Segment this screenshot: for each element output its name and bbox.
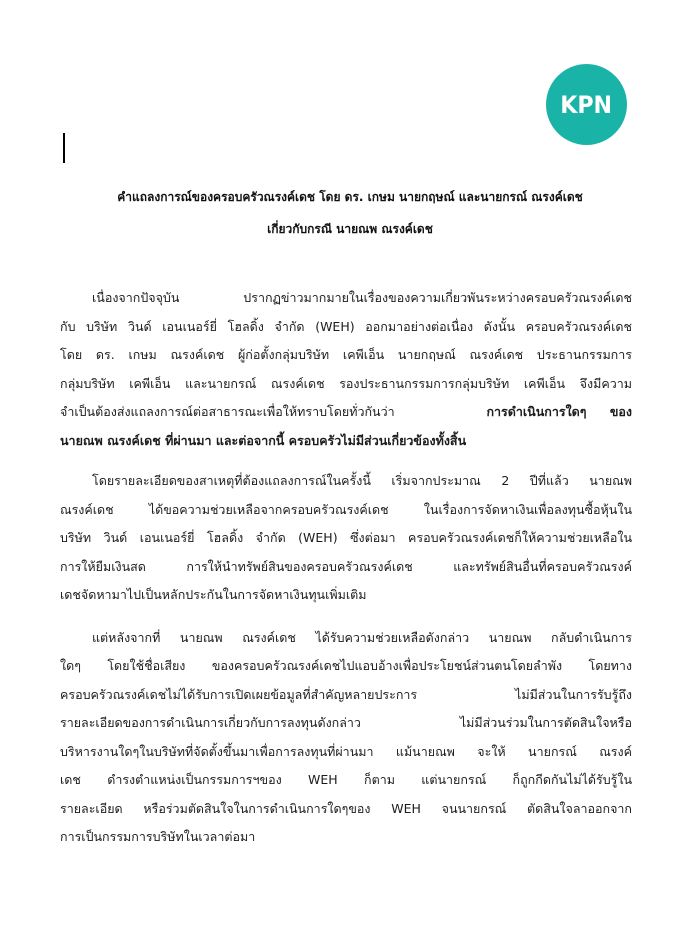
title-line-2: เกี่ยวกับกรณี นายณพ ณรงค์เดช [267,222,433,236]
paragraph-line: โดย ดร. เกษม ณรงค์เดช ผู้ก่อตั้งกลุ่มบริษัท เคพีเอ็น นายกฤษณ์ ณรงค์เดช ประธานกรรมการ [60,347,632,362]
paragraph-2 [60,467,632,610]
statement-body [60,284,632,866]
emphasis-text: การดำเนินการใดๆ ของ [486,404,632,419]
paragraph-line: บริษัท วินด์ เอนเนอร์ยี่ โฮลดิ้ง จำกัด (WEH) ซึ่งต่อมา ครอบครัวณรงค์เดชก็ให้ความช่วยเหลือใน [60,530,632,545]
paragraph-line: เดชจัดหามาไปเป็นหลักประกันในการจัดหาเงินทุนเพิ่มเติม [60,587,367,602]
paragraph-line: ครอบครัวณรงค์เดชไม่ได้รับการเปิดเผยข้อมูลที่สำคัญหลายประการ ไม่มีส่วนในการรับรู้ถึง [60,686,632,702]
paragraph-line: รายละเอียด หรือร่วมตัดสินใจในการดำเนินการใดๆของ WEH จนนายกรณ์ ตัดสินใจลาออกจาก [60,800,632,816]
paragraph-line: รายละเอียดของการดำเนินการเกี่ยวกับการลงทุนดังกล่าว ไม่มีส่วนร่วมในการตัดสินใจหรือ [60,715,632,730]
paragraph-line: กับ บริษัท วินด์ เอนเนอร์ยี่ โฮลดิ้ง จำกัด (WEH) ออกมาอย่างต่อเนื่อง ดังนั้น ครอบครัวณรงค์เดช [60,318,632,334]
text-cursor [63,133,65,163]
paragraph-line: การให้ยืมเงินสด การให้นำทรัพย์สินของครอบครัวณรงค์เดช และทรัพย์สินอื่นที่ครอบครัวณรงค์ [60,558,632,574]
paragraph-3 [60,624,632,852]
title-line-1: คำแถลงการณ์ของครอบครัวณรงค์เดช โดย ดร. เกษม นายกฤษณ์ และนายกรณ์ ณรงค์เดช [117,190,583,204]
paragraph-line: บริหารงานใดๆในบริษัทที่จัดตั้งขึ้นมาเพื่อการลงทุนที่ผ่านมา แม้นายณพ จะให้ นายกรณ์ ณรงค์ [60,743,632,759]
paragraph-line: เดช ดำรงตำแหน่งเป็นกรรมการฯของ WEH ก็ตาม แต่นายกรณ์ ก็ถูกกีดกันไม่ได้รับรู้ใน [60,772,632,787]
paragraph-line: ใดๆ โดยใช้ชื่อเสียง ของครอบครัวณรงค์เดชไปแอบอ้างเพื่อประโยชน์ส่วนตนโดยลำพัง โดยทาง [60,658,632,673]
paragraph-line: กลุ่มบริษัท เคพีเอ็น และนายกรณ์ ณรงค์เดช รองประธานกรรมการกลุ่มบริษัท เคพีเอ็น จึงมีความ [60,375,632,391]
paragraph-line: โดยรายละเอียดของสาเหตุที่ต้องแถลงการณ์ในครั้งนี้ เริ่มจากประมาณ 2 ปีที่แล้ว นายณพ [92,473,632,488]
paragraph-line: การเป็นกรรมการบริษัทในเวลาต่อมา [60,829,256,844]
paragraph-line: แต่หลังจากที่ นายณพ ณรงค์เดช ได้รับความช่วยเหลือดังกล่าว นายณพ กลับดำเนินการ [92,629,632,645]
kpn-logo [546,64,627,145]
emphasis-line: นายณพ ณรงค์เดช ที่ผ่านมา และต่อจากนี้ ครอบครัวไม่มีส่วนเกี่ยวข้องทั้งสิ้น [60,432,467,448]
paragraph-text: จำเป็นต้องส่งแถลงการณ์ต่อสาธารณะเพื่อให้ทราบโดยทั่วกันว่า [60,404,395,419]
paragraph-line: เนื่องจากปัจจุบัน ปรากฏข่าวมากมายในเรื่องของความเกี่ยวพันระหว่างครอบครัวณรงค์เดช [92,290,632,305]
logo-text: KPN [560,90,613,119]
paragraph-line-mixed [60,398,632,427]
paragraph-line: ณรงค์เดช ได้ขอความช่วยเหลือจากครอบครัวณรงค์เดช ในเรื่องการจัดหาเงินเพื่อลงทุนซื้อหุ้นใน [60,501,632,517]
paragraph-1 [60,284,632,455]
statement-title [60,181,640,245]
